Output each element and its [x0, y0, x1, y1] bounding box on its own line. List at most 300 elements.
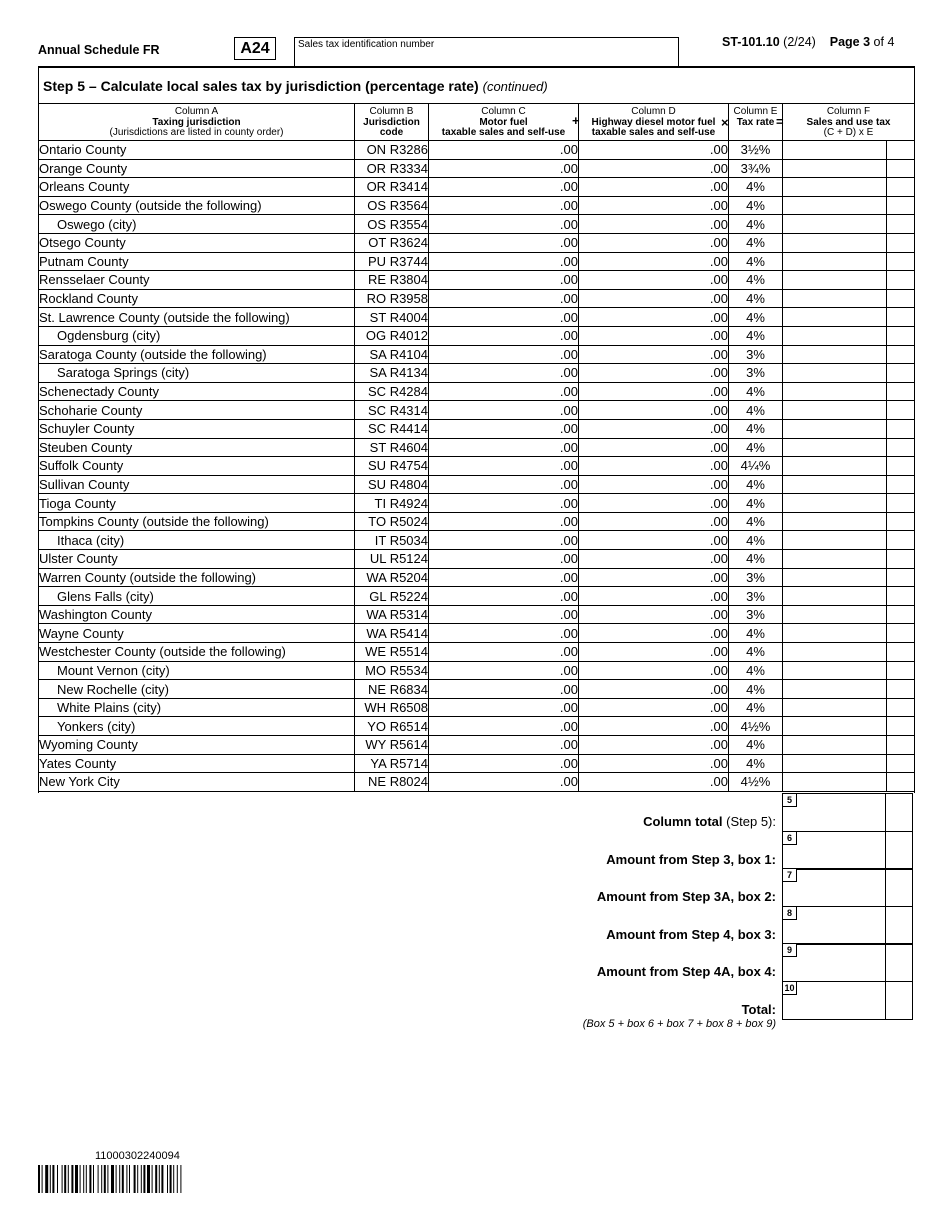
code-number: R4804	[389, 476, 428, 492]
jurisdiction-name: Yonkers (city)	[39, 717, 355, 736]
diesel-sales-input[interactable]: .00	[579, 568, 729, 587]
diesel-sales-input[interactable]: .00	[579, 345, 729, 364]
diesel-sales-input[interactable]: .00	[579, 643, 729, 662]
jurisdiction-code	[355, 512, 429, 531]
col-c-title2: taxable sales and self-use	[441, 127, 566, 138]
code-number: R4134	[389, 365, 428, 381]
sales-tax-cents-input[interactable]	[887, 531, 915, 550]
sales-tax-cents-input[interactable]	[887, 457, 915, 476]
motor-fuel-sales-input[interactable]: .00	[429, 736, 579, 755]
table-row	[39, 661, 915, 680]
sales-tax-dollars-input[interactable]	[783, 159, 887, 178]
jurisdiction-code	[355, 717, 429, 736]
table-row	[39, 531, 915, 550]
col-d-label: Column D	[631, 106, 676, 117]
sales-tax-cents-input[interactable]	[887, 271, 915, 290]
code-number: R6508	[389, 700, 428, 716]
motor-fuel-sales-input[interactable]: .00	[429, 512, 579, 531]
sales-tax-cents-input[interactable]	[887, 754, 915, 773]
sales-tax-dollars-input[interactable]	[783, 457, 887, 476]
barcode-bar	[137, 1165, 138, 1193]
motor-fuel-sales-input[interactable]: .00	[429, 568, 579, 587]
motor-fuel-sales-input[interactable]: .00	[429, 326, 579, 345]
table-row	[39, 289, 915, 308]
sales-tax-cents-input[interactable]	[887, 587, 915, 606]
jurisdiction-name: Glens Falls (city)	[39, 587, 355, 606]
jurisdiction-code	[355, 252, 429, 271]
tax-rate: 3%	[729, 568, 783, 587]
table-row	[39, 605, 915, 624]
jurisdiction-code	[355, 550, 429, 569]
diesel-sales-input[interactable]: .00	[579, 661, 729, 680]
diesel-sales-input[interactable]: .00	[579, 624, 729, 643]
diesel-sales-input[interactable]: .00	[579, 419, 729, 438]
motor-fuel-sales-input[interactable]: .00	[429, 717, 579, 736]
sales-tax-cents-input[interactable]	[887, 382, 915, 401]
total-note: (Box 5 + box 6 + box 7 + box 8 + box 9)	[582, 1018, 776, 1030]
sales-tax-cents-input[interactable]	[887, 178, 915, 197]
col-a-header	[39, 104, 355, 141]
total-dollars-input[interactable]	[782, 831, 886, 870]
code-number: R5514	[389, 644, 428, 660]
jurisdiction-code	[355, 271, 429, 290]
sales-tax-cents-input[interactable]	[887, 568, 915, 587]
motor-fuel-sales-input[interactable]: .00	[429, 661, 579, 680]
table-row	[39, 196, 915, 215]
sales-tax-cents-input[interactable]	[887, 736, 915, 755]
tax-rate: 3½%	[729, 141, 783, 160]
jurisdiction-name: Rensselaer County	[39, 271, 355, 290]
motor-fuel-sales-input[interactable]: .00	[429, 382, 579, 401]
sales-tax-cents-input[interactable]	[887, 494, 915, 513]
code-prefix: OS	[367, 216, 387, 232]
barcode-bar	[141, 1165, 142, 1193]
barcode-bar	[101, 1165, 102, 1193]
jurisdiction-code	[355, 661, 429, 680]
jurisdiction-name: Ithaca (city)	[39, 531, 355, 550]
sales-tax-cents-input[interactable]	[887, 215, 915, 234]
motor-fuel-sales-input[interactable]: .00	[429, 680, 579, 699]
diesel-sales-input[interactable]: .00	[579, 605, 729, 624]
tax-rate: 4%	[729, 475, 783, 494]
diesel-sales-input[interactable]: .00	[579, 196, 729, 215]
diesel-sales-input[interactable]: .00	[579, 252, 729, 271]
code-prefix: SU	[368, 476, 387, 492]
jurisdiction-code	[355, 364, 429, 383]
code-number: R4414	[389, 421, 428, 437]
table-row	[39, 624, 915, 643]
table-row	[39, 773, 915, 792]
sales-tax-dollars-input[interactable]	[783, 698, 887, 717]
sales-tax-cents-input[interactable]	[887, 438, 915, 457]
motor-fuel-sales-input[interactable]: .00	[429, 698, 579, 717]
code-number: R5314	[389, 607, 428, 623]
motor-fuel-sales-input[interactable]: .00	[429, 419, 579, 438]
motor-fuel-sales-input[interactable]: .00	[429, 233, 579, 252]
jurisdiction-name: Orange County	[39, 159, 355, 178]
diesel-sales-input[interactable]: .00	[579, 698, 729, 717]
diesel-sales-input[interactable]: .00	[579, 736, 729, 755]
table-row	[39, 178, 915, 197]
code-number: R3414	[389, 179, 428, 195]
code-number: R5614	[389, 737, 428, 753]
sales-tax-dollars-input[interactable]	[783, 345, 887, 364]
sales-tax-cents-input[interactable]	[887, 605, 915, 624]
code-prefix: YA	[370, 755, 387, 771]
jurisdiction-code	[355, 773, 429, 792]
code-prefix: OT	[368, 235, 387, 251]
sales-tax-cents-input[interactable]	[887, 419, 915, 438]
form-date: (2/24)	[783, 35, 816, 49]
diesel-sales-input[interactable]: .00	[579, 178, 729, 197]
total-dollars-input[interactable]	[782, 868, 886, 907]
sales-tax-cents-input[interactable]	[887, 252, 915, 271]
table-row	[39, 141, 915, 160]
motor-fuel-sales-input[interactable]: .00	[429, 773, 579, 792]
motor-fuel-sales-input[interactable]: .00	[429, 159, 579, 178]
jurisdiction-code	[355, 643, 429, 662]
total-label-text: Amount from Step 4A, box 4:	[596, 964, 776, 979]
sales-tax-dollars-input[interactable]	[783, 661, 887, 680]
schedule-code: A24	[234, 37, 276, 60]
motor-fuel-sales-input[interactable]: .00	[429, 252, 579, 271]
diesel-sales-input[interactable]: .00	[579, 587, 729, 606]
tax-rate: 4%	[729, 215, 783, 234]
sales-tax-cents-input[interactable]	[887, 717, 915, 736]
sales-tax-dollars-input[interactable]	[783, 531, 887, 550]
jurisdiction-name: Otsego County	[39, 233, 355, 252]
table-row	[39, 308, 915, 327]
sales-tax-dollars-input[interactable]	[783, 308, 887, 327]
sales-tax-dollars-input[interactable]	[783, 326, 887, 345]
total-dollars-input[interactable]	[782, 906, 886, 945]
sales-tax-dollars-input[interactable]	[783, 717, 887, 736]
step-top-rule	[38, 66, 914, 68]
diesel-sales-input[interactable]: .00	[579, 550, 729, 569]
motor-fuel-sales-input[interactable]: .00	[429, 345, 579, 364]
sales-tax-dollars-input[interactable]	[783, 438, 887, 457]
code-number: R4314	[389, 402, 428, 418]
table-row	[39, 159, 915, 178]
code-prefix: WE	[365, 644, 387, 660]
diesel-sales-input[interactable]: .00	[579, 457, 729, 476]
table-row	[39, 643, 915, 662]
sales-tax-cents-input[interactable]	[887, 308, 915, 327]
jurisdiction-name: Schoharie County	[39, 401, 355, 420]
sales-tax-cents-input[interactable]	[887, 364, 915, 383]
jurisdiction-code	[355, 196, 429, 215]
sales-tax-id-field[interactable]	[294, 37, 679, 67]
sales-tax-dollars-input[interactable]	[783, 550, 887, 569]
motor-fuel-sales-input[interactable]: .00	[429, 494, 579, 513]
sales-tax-dollars-input[interactable]	[783, 773, 887, 792]
tax-rate: 4%	[729, 271, 783, 290]
col-c-title1: Motor fuel	[479, 116, 528, 128]
sales-tax-dollars-input[interactable]	[783, 494, 887, 513]
total-box-7	[782, 868, 913, 905]
jurisdiction-name: Saratoga County (outside the following)	[39, 345, 355, 364]
diesel-sales-input[interactable]: .00	[579, 364, 729, 383]
sales-tax-dollars-input[interactable]	[783, 680, 887, 699]
sales-tax-cents-input[interactable]	[887, 698, 915, 717]
code-number: R5034	[389, 532, 428, 548]
sales-tax-cents-input[interactable]	[887, 512, 915, 531]
box-number: 8	[782, 906, 797, 920]
code-number: R3804	[389, 272, 428, 288]
col-d-title1: Highway diesel motor fuel	[591, 116, 716, 128]
tax-rate: 3%	[729, 605, 783, 624]
total-cents-input[interactable]	[885, 793, 913, 832]
total-cents-input[interactable]	[885, 981, 913, 1020]
barcode-bar	[83, 1165, 84, 1193]
sales-tax-id-label: Sales tax identification number	[298, 39, 435, 50]
col-b-label: Column B	[369, 106, 414, 117]
motor-fuel-sales-input[interactable]: .00	[429, 308, 579, 327]
sales-tax-dollars-input[interactable]	[783, 512, 887, 531]
diesel-sales-input[interactable]: .00	[579, 773, 729, 792]
table-row	[39, 326, 915, 345]
diesel-sales-input[interactable]: .00	[579, 494, 729, 513]
jurisdiction-name: Washington County	[39, 605, 355, 624]
tax-rate: 4%	[729, 438, 783, 457]
total-dollars-input[interactable]	[782, 793, 886, 832]
total-cents-input[interactable]	[885, 906, 913, 945]
sales-tax-cents-input[interactable]	[887, 680, 915, 699]
code-prefix: TO	[368, 514, 387, 530]
tax-rate: 4%	[729, 178, 783, 197]
sales-tax-cents-input[interactable]	[887, 661, 915, 680]
tax-rate: 3%	[729, 345, 783, 364]
motor-fuel-sales-input[interactable]: .00	[429, 178, 579, 197]
diesel-sales-input[interactable]: .00	[579, 531, 729, 550]
motor-fuel-sales-input[interactable]: .00	[429, 531, 579, 550]
table-row	[39, 698, 915, 717]
code-number: R4604	[389, 439, 428, 455]
jurisdiction-code	[355, 494, 429, 513]
sales-tax-dollars-input[interactable]	[783, 568, 887, 587]
table-row	[39, 401, 915, 420]
sales-tax-dollars-input[interactable]	[783, 475, 887, 494]
jurisdiction-name: Mount Vernon (city)	[39, 661, 355, 680]
code-number: R5224	[389, 588, 428, 604]
diesel-sales-input[interactable]: .00	[579, 233, 729, 252]
tax-rate: 3¾%	[729, 159, 783, 178]
motor-fuel-sales-input[interactable]: .00	[429, 475, 579, 494]
sales-tax-cents-input[interactable]	[887, 233, 915, 252]
motor-fuel-sales-input[interactable]: .00	[429, 624, 579, 643]
motor-fuel-sales-input[interactable]: .00	[429, 550, 579, 569]
motor-fuel-sales-input[interactable]: .00	[429, 438, 579, 457]
tax-rate: 4%	[729, 494, 783, 513]
sales-tax-dollars-input[interactable]	[783, 196, 887, 215]
jurisdiction-code	[355, 289, 429, 308]
step-continued: (continued)	[482, 79, 548, 94]
barcode-bar	[50, 1165, 51, 1193]
code-prefix: PU	[368, 253, 387, 269]
code-number: R5534	[389, 662, 428, 678]
sales-tax-cents-input[interactable]	[887, 550, 915, 569]
sales-tax-cents-input[interactable]	[887, 643, 915, 662]
motor-fuel-sales-input[interactable]: .00	[429, 754, 579, 773]
motor-fuel-sales-input[interactable]: .00	[429, 271, 579, 290]
page-of: of 4	[873, 35, 895, 49]
tax-rate: 4½%	[729, 717, 783, 736]
code-number: R4754	[389, 458, 428, 474]
barcode-bar	[152, 1165, 153, 1193]
sales-tax-dollars-input[interactable]	[783, 289, 887, 308]
total-label	[742, 1002, 776, 1017]
barcode-bar	[62, 1165, 63, 1193]
sales-tax-cents-input[interactable]	[887, 624, 915, 643]
code-number: R3958	[389, 291, 428, 307]
sales-tax-dollars-input[interactable]	[783, 643, 887, 662]
diesel-sales-input[interactable]: .00	[579, 271, 729, 290]
table-row	[39, 364, 915, 383]
jurisdiction-code	[355, 419, 429, 438]
table-row	[39, 271, 915, 290]
tax-rate: 4%	[729, 698, 783, 717]
jurisdiction-code	[355, 605, 429, 624]
box-number: 6	[782, 831, 797, 845]
sales-tax-cents-input[interactable]	[887, 141, 915, 160]
code-number: R5414	[389, 625, 428, 641]
tax-rate: 4%	[729, 196, 783, 215]
barcode-bar	[98, 1165, 99, 1193]
motor-fuel-sales-input[interactable]: .00	[429, 141, 579, 160]
sales-tax-dollars-input[interactable]	[783, 141, 887, 160]
col-b-header	[355, 104, 429, 141]
jurisdiction-name: Saratoga Springs (city)	[39, 364, 355, 383]
diesel-sales-input[interactable]: .00	[579, 438, 729, 457]
total-label-text: Amount from Step 3A, box 2:	[596, 889, 776, 904]
motor-fuel-sales-input[interactable]: .00	[429, 457, 579, 476]
jurisdiction-name: Oswego (city)	[39, 215, 355, 234]
motor-fuel-sales-input[interactable]: .00	[429, 605, 579, 624]
motor-fuel-sales-input[interactable]: .00	[429, 289, 579, 308]
sales-tax-dollars-input[interactable]	[783, 271, 887, 290]
jurisdiction-name: New York City	[39, 773, 355, 792]
sales-tax-cents-input[interactable]	[887, 326, 915, 345]
jurisdiction-name: Rockland County	[39, 289, 355, 308]
code-prefix: NE	[368, 774, 387, 790]
box-number: 7	[782, 868, 797, 882]
jurisdiction-code	[355, 326, 429, 345]
barcode-bar	[45, 1165, 48, 1193]
box-number: 9	[782, 943, 797, 957]
diesel-sales-input[interactable]: .00	[579, 382, 729, 401]
code-prefix: SA	[369, 365, 387, 381]
sales-tax-dollars-input[interactable]	[783, 754, 887, 773]
sales-tax-cents-input[interactable]	[887, 159, 915, 178]
diesel-sales-input[interactable]: .00	[579, 754, 729, 773]
barcode-image	[38, 1165, 250, 1193]
diesel-sales-input[interactable]: .00	[579, 308, 729, 327]
jurisdiction-code	[355, 178, 429, 197]
total-dollars-input[interactable]	[782, 981, 886, 1020]
total-dollars-input[interactable]	[782, 943, 886, 982]
sales-tax-cents-input[interactable]	[887, 345, 915, 364]
barcode-bar	[111, 1165, 114, 1193]
sales-tax-cents-input[interactable]	[887, 773, 915, 792]
table-row	[39, 494, 915, 513]
jurisdiction-name: Oswego County (outside the following)	[39, 196, 355, 215]
table-row	[39, 587, 915, 606]
sales-tax-cents-input[interactable]	[887, 475, 915, 494]
tax-rate: 4%	[729, 754, 783, 773]
code-prefix: WA	[366, 607, 387, 623]
barcode-bar	[80, 1165, 81, 1193]
barcode-bar	[107, 1165, 108, 1193]
code-prefix: OS	[367, 198, 387, 214]
sales-tax-dollars-input[interactable]	[783, 605, 887, 624]
motor-fuel-sales-input[interactable]: .00	[429, 401, 579, 420]
diesel-sales-input[interactable]: .00	[579, 326, 729, 345]
total-label	[606, 852, 776, 867]
col-d-header	[579, 104, 729, 141]
barcode-bar	[64, 1165, 66, 1193]
total-cents-input[interactable]	[885, 868, 913, 907]
motor-fuel-sales-input[interactable]: .00	[429, 643, 579, 662]
col-f-label: Column F	[826, 106, 871, 117]
sales-tax-dollars-input[interactable]	[783, 587, 887, 606]
jurisdiction-name: Ontario County	[39, 141, 355, 160]
jurisdiction-name: Westchester County (outside the following)	[39, 643, 355, 662]
diesel-sales-input[interactable]: .00	[579, 289, 729, 308]
diesel-sales-input[interactable]: .00	[579, 512, 729, 531]
diesel-sales-input[interactable]: .00	[579, 475, 729, 494]
jurisdiction-code	[355, 475, 429, 494]
barcode-bar	[122, 1165, 124, 1193]
sales-tax-cents-input[interactable]	[887, 401, 915, 420]
sales-tax-cents-input[interactable]	[887, 196, 915, 215]
sales-tax-dollars-input[interactable]	[783, 401, 887, 420]
sales-tax-dollars-input[interactable]	[783, 736, 887, 755]
barcode-bar	[143, 1165, 145, 1193]
diesel-sales-input[interactable]: .00	[579, 717, 729, 736]
motor-fuel-sales-input[interactable]: .00	[429, 587, 579, 606]
total-cents-input[interactable]	[885, 831, 913, 870]
jurisdiction-name: Ulster County	[39, 550, 355, 569]
sales-tax-dollars-input[interactable]	[783, 419, 887, 438]
tax-rate: 4%	[729, 233, 783, 252]
jurisdiction-name: Steuben County	[39, 438, 355, 457]
sales-tax-dollars-input[interactable]	[783, 252, 887, 271]
diesel-sales-input[interactable]: .00	[579, 680, 729, 699]
tax-rate: 4%	[729, 382, 783, 401]
sales-tax-dollars-input[interactable]	[783, 178, 887, 197]
sales-tax-cents-input[interactable]	[887, 289, 915, 308]
code-number: R3624	[389, 235, 428, 251]
diesel-sales-input[interactable]: .00	[579, 215, 729, 234]
sales-tax-dollars-input[interactable]	[783, 233, 887, 252]
jurisdiction-code	[355, 438, 429, 457]
sales-tax-dollars-input[interactable]	[783, 382, 887, 401]
diesel-sales-input[interactable]: .00	[579, 401, 729, 420]
diesel-sales-input[interactable]: .00	[579, 159, 729, 178]
jurisdiction-name: Tioga County	[39, 494, 355, 513]
total-cents-input[interactable]	[885, 943, 913, 982]
sales-tax-dollars-input[interactable]	[783, 624, 887, 643]
sales-tax-dollars-input[interactable]	[783, 215, 887, 234]
motor-fuel-sales-input[interactable]: .00	[429, 196, 579, 215]
code-prefix: ON	[366, 142, 387, 158]
motor-fuel-sales-input[interactable]: .00	[429, 215, 579, 234]
sales-tax-dollars-input[interactable]	[783, 364, 887, 383]
barcode-bar	[167, 1165, 168, 1193]
motor-fuel-sales-input[interactable]: .00	[429, 364, 579, 383]
jurisdiction-name: Wyoming County	[39, 736, 355, 755]
diesel-sales-input[interactable]: .00	[579, 141, 729, 160]
